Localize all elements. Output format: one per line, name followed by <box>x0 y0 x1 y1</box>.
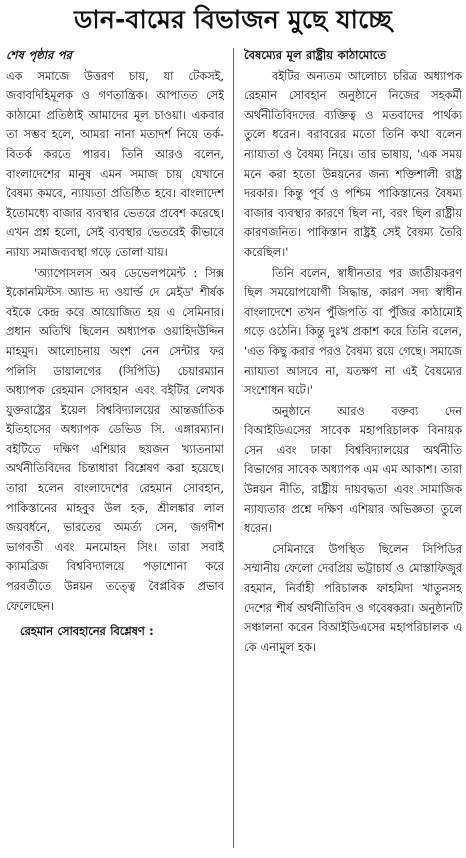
right-paragraph-1: বইটির অন্যতম আলোচ্য চরিত্র অধ্যাপক রেহমান সোবহান অনুষ্ঠানে নিজের সহকর্মী অর্থনীতিবিদদের ব্যক্তিত্ব ও মতবাদের পার্থক্য তুলে ধরেন। বরাবরের মতো তিনি কথা বলেন ন্যায্যতা ও বৈষম্য নিয়ে। তার ভাষায়, 'এক সময় মনে করা হতো উন্নয়নের জন্য শক্তিশালী রাষ্ট্র দরকার। কিন্তু পূর্ব ও পশ্চিম পাকিস্তানের বৈষম্য বাজার ব্যবস্থার কারণে ছিল না, বরং ছিল রাষ্ট্রীয় কারণজনিত। পাকিস্তান রাষ্ট্রই সেই বৈষম্য তৈরি করেছিল।' <box>244 69 462 259</box>
left-column <box>6 46 224 852</box>
right-paragraph-4: সেমিনারে উপস্থিত ছিলেন সিপিডির সম্মানীয় ফেলো দেবপ্রিয় ভট্টাচার্য ও মোস্তাফিজুর রহমান, নির্বাহী পরিচালক ফাহমিদা খাতুনসহ দেশের শীর্ষ অর্থনীতিবিদ ও গবেষকরা। অনুষ্ঠানটি সঞ্চালনা করেন বিআইডিএসের মহাপরিচালক এ কে এনামুল হক। <box>244 542 462 654</box>
left-paragraph-2: 'অ্যাপোসলস অব ডেভেলপমেন্ট : সিক্স ইকোনমিস্টস অ্যান্ড দ্য ওয়ার্ল্ড দে মেইড' শীর্ষক বইকে কেন্দ্র করে আয়োজিত হয় এ সেমিনার। প্রধান অতিথি ছিলেন অধ্যাপক ওয়াহিদউদ্দিন মাহমুদ। আলোচনায় অংশ নেন সেন্টার ফর পলিসি ডায়ালগের (সিপিডি) চেয়ারম্যান অধ্যাপক রেহমান সোবহান এবং বইটির লেখক যুক্তরাষ্ট্রের ইয়েল বিশ্ববিদ্যালয়ের আন্তর্জাতিক ইতিহাসের অধ্যাপক ডেভিড সি. এঙ্গারম্যান। বইটিতে দক্ষিণ এশিয়ার ছয়জন খ্যাতনামা অর্থনীতিবিদের চিন্তাধারা বিশ্লেষণ করা হয়েছে। তারা হলেন বাংলাদেশের রেহমান সোবহান, পাকিস্তানের মাহবুব উল হক, শ্রীলঙ্কার লাল জয়বর্ধনে, ভারতের অমর্ত্য সেন, জগদীশ ভাগবতী এবং মনমোহন সিং। তারা সবাই ক্যামব্রিজ বিশ্ববিদ্যালয়ে পড়াশোনা করে পরবর্তীতে উন্নয়ন তত্ত্বে বৈপ্লবিক প্রভাব ফেলেছেন। <box>6 266 224 613</box>
headline: ডান-বামের বিভাজন মুছে যাচ্ছে <box>74 5 392 34</box>
column-divider <box>233 48 234 848</box>
right-column <box>244 46 462 852</box>
right-paragraph-3: অনুষ্ঠানে আরও বক্তব্য দেন বিআইডিএসের সাবেক মহাপরিচালক বিনায়ক সেন এবং ঢাকা বিশ্ববিদ্যালয়ের অর্থনীতি বিভাগের সাবেক অধ্যাপক এম এম আকাশ। তারা উন্নয়ন নীতি, রাষ্ট্রীয় দায়বদ্ধতা এবং সামাজিক ন্যায্যতার প্রশ্নে দক্ষিণ এশিয়ার অভিজ্ঞতা তুলে ধরেন। <box>244 404 462 536</box>
left-paragraph-1: এক সমাজে উত্তরণ চায়, যা টেকসই, জবাবদিহিমূলক ও গণতান্ত্রিক। আপাতত সেই কাঠামো প্রতিষ্ঠাই আমাদের মূল চাওয়া। একবার তা সম্ভব হলে, আমরা নানা মতাদর্শ নিয়ে তর্ক-বিতর্ক করতে পারব। তিনি আরও বলেন, বাংলাদেশের মানুষ এমন সমাজ চায় যেখানে বৈষম্য কমবে, ন্যায্যতা প্রতিষ্ঠিত হবে। বাংলাদেশ ইতোমধ্যে বাজার ব্যবস্থার ভেতরে প্রবেশ করেছে। এখন প্রশ্ন হলো, সেই ব্যবস্থার ভেতরেই কীভাবে ন্যায্য সমাজব্যবস্থা গড়ে তোলা যায়। <box>6 69 224 259</box>
section-subhead-analysis: রেহমান সোবহানের বিশ্লেষণ : <box>20 625 154 639</box>
right-subhead: বৈষম্যের মূল রাষ্ট্রীয় কাঠামোতে <box>244 48 387 62</box>
continued-from-label: শেষ পৃষ্ঠার পর <box>6 48 72 62</box>
right-paragraph-2: তিনি বলেন, স্বাধীনতার পর জাতীয়করণ ছিল সময়োপযোগী সিদ্ধান্ত, কারণ সদ্য স্বাধীন বাংলাদেশে তখন পুঁজিপতি বা পুঁজির কাঠামোই গড়ে ওঠেনি। কিন্তু দুঃখ প্রকাশ করে তিনি বলেন, 'এত কিছু করার পরও বৈষম্য রয়ে গেছে। সমাজে ন্যায্যতা আসবে না, যতক্ষণ না এই বৈষম্যের সংশোধন ঘটে।' <box>244 266 462 398</box>
